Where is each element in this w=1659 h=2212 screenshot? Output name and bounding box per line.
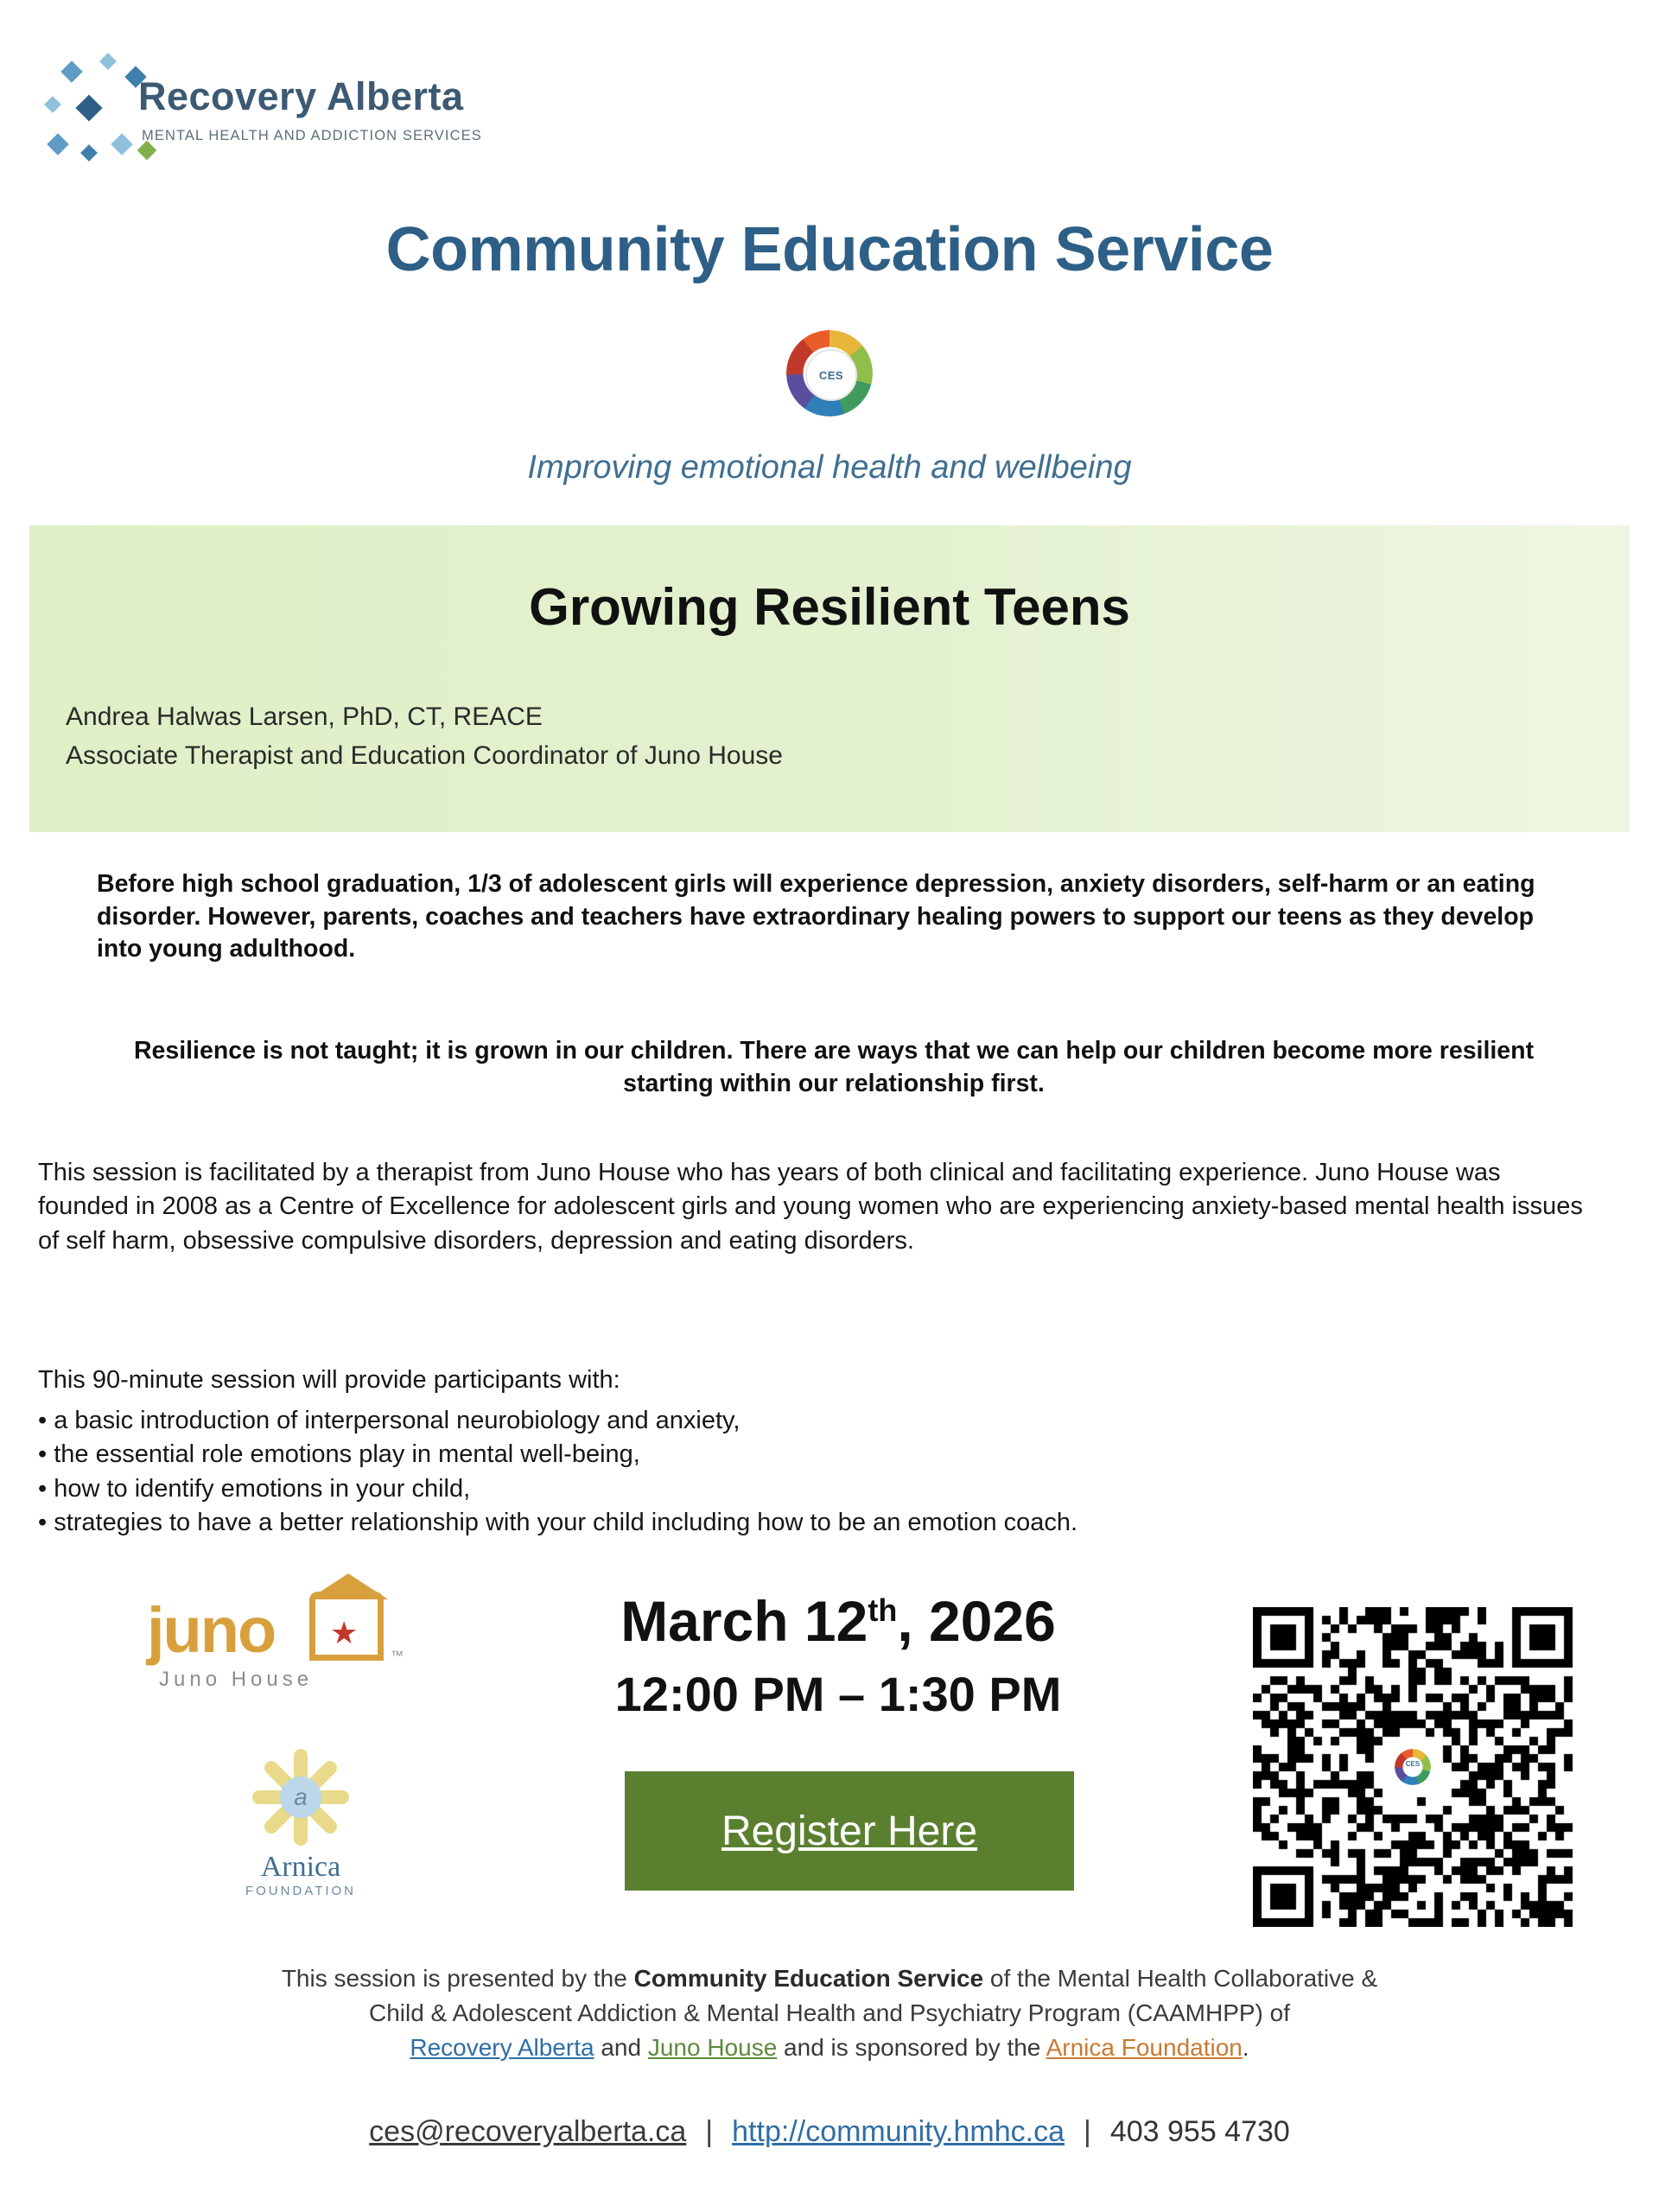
list-item: • how to identify emotions in your child, [38,1474,471,1503]
juno-star-icon: ★ [330,1615,359,1650]
footer-link-juno-house[interactable]: Juno House [647,2033,778,2061]
event-date-main: March 12 [620,1589,868,1653]
footer-text-c: of the Mental Health Collaborative & [983,1965,1378,1992]
page-title: Community Education Service [385,215,1274,284]
contact-sep-1: | [705,2115,714,2148]
list-item: • strategies to have a better relationship with your child including how to be an emotion coach. [38,1509,1078,1537]
arnica-flower-icon [249,1745,353,1849]
recovery-alberta-logo [45,54,546,183]
recovery-alberta-subtitle: MENTAL HEALTH AND ADDICTION SERVICES [142,128,482,143]
intro-bold-paragraph: Before high school graduation, 1/3 of adolescent girls will experience depression, anxiety disorders, self-harm or an eating disorder. However, parents, coaches and teachers have extraordinary healing powers to support our teens as they develop into young adulthood. [97,870,1535,963]
footer-period: . [1242,2033,1249,2061]
arnica-foundation-logo [223,1745,378,1918]
session-banner [29,525,1630,832]
arnica-initial: a [280,1777,321,1818]
resilience-statement: Resilience is not taught; it is grown in our children. There are ways that we can help our children become more resilient starting within our relationship first. [133,1037,1535,1097]
footer-text-and: and [594,2033,648,2061]
registration-qr-code[interactable] [1253,1607,1573,1927]
contact-email[interactable]: ces@recoveryalberta.ca [369,2115,687,2148]
register-button[interactable] [625,1771,1074,1891]
footer-link-recovery-alberta[interactable]: Recovery Alberta [410,2033,594,2061]
ces-logo-icon [771,328,888,423]
arnica-subtitle: FOUNDATION [245,1884,357,1898]
ces-badge-label: CES [805,349,857,401]
qr-center-label: CES [1405,1760,1421,1768]
footer-link-arnica-foundation[interactable]: Arnica Foundation [1046,2033,1243,2061]
session-description: This session is facilitated by a therapist from Juno House who has years of both clinical and facilitating experience. Juno House was founded in 2008 as a Centre of Excellence for adolescent girls and young women who are experiencing anxiety-based mental health issues of self harm, obsessive compulsive disorders, depression and eating disorders. [38,1159,1583,1255]
juno-house-logo [147,1588,406,1700]
juno-trademark: ™ [391,1649,404,1663]
juno-wordmark: juno [147,1594,276,1666]
list-item: • a basic introduction of interpersonal neurobiology and anxiety, [38,1407,741,1434]
footer-ces-name: Community Education Service [633,1965,984,1992]
tagline: Improving emotional health and wellbeing [527,449,1132,486]
footer-credits [38,1961,1621,2064]
footer-text-a: This session is presented by the [281,1965,634,1992]
contact-bar [38,2115,1621,2149]
juno-house-label: Juno House [159,1668,314,1691]
footer-line-2: Child & Adolescent Addiction & Mental Health and Psychiatry Program (CAAMHPP) of [368,1999,1291,2026]
event-date-ordinal: th [868,1592,898,1628]
session-bullets [38,1404,1645,1541]
footer-text-sponsored: and is sponsored by the [777,2033,1046,2061]
recovery-alberta-name: Recovery Alberta [138,74,464,118]
session-title: Growing Resilient Teens [529,578,1130,636]
event-time: 12:00 PM – 1:30 PM [614,1667,1062,1721]
arnica-name: Arnica [260,1851,341,1883]
register-button-label: Register Here [721,1808,978,1854]
contact-phone: 403 955 4730 [1109,2115,1290,2148]
presenter-name: Andrea Halwas Larsen, PhD, CT, REACE [66,702,543,731]
list-item: • the essential role emotions play in mental well-being, [38,1440,640,1469]
presenter-role: Associate Therapist and Education Coordinator of Juno House [66,741,783,770]
contact-website[interactable]: http://community.hmhc.ca [732,2115,1065,2148]
contact-sep-2: | [1083,2115,1091,2148]
event-date [518,1588,1158,1654]
event-date-year: , 2026 [897,1589,1056,1653]
list-intro: This 90-minute session will provide participants with: [38,1366,620,1394]
